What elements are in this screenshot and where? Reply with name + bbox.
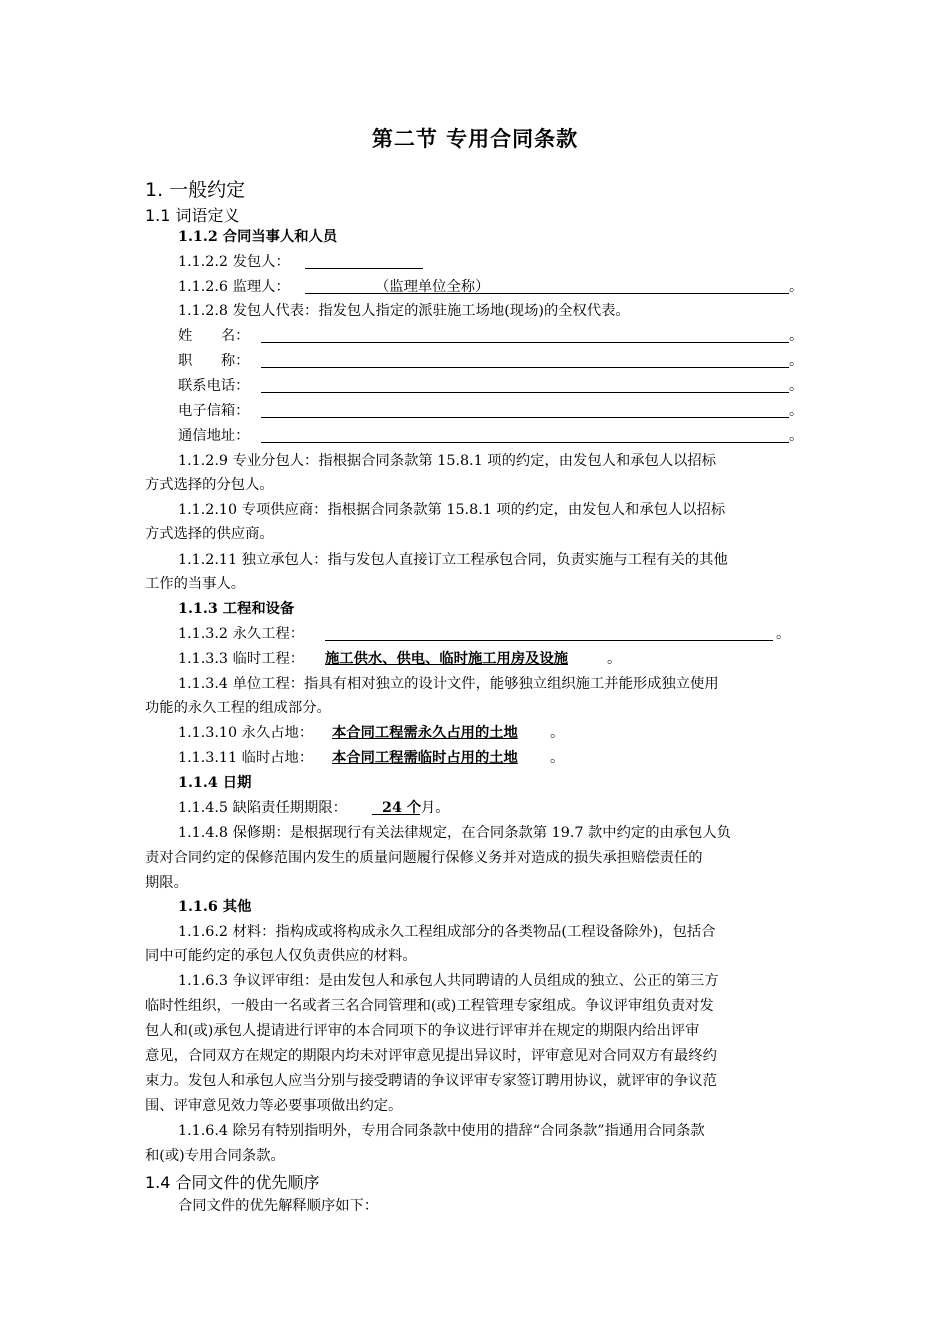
clause-1-1-3-10: 1.1.3.10 永久占地： [178, 725, 314, 741]
clause-1-1-3-11: 1.1.3.11 临时占地： [178, 750, 314, 766]
clause-1-1-2-8: 1.1.2.8 发包人代表：指发包人指定的派驻施工场地(现场)的全权代表。 [178, 303, 630, 319]
permanent-land-fill: 本合同工程需永久占用的土地 [332, 725, 518, 741]
clause-1-1-2-11-line2: 工作的当事人。 [145, 576, 246, 592]
subsection-1-1-3: 1.1.3 工程和设备 [178, 601, 295, 617]
clause-1-1-6-4-line1: 1.1.6.4 除另有特别指明外，专用合同条款中使用的措辞“合同条款”指通用合同条款 [178, 1123, 705, 1139]
field-label-address: 通信地址： [178, 428, 250, 444]
section-heading-1-4: 1.4 合同文件的优先顺序 [145, 1173, 320, 1192]
fill-blank-email [261, 417, 789, 418]
field-label-name: 姓 名： [178, 328, 250, 344]
clause-1-1-6-3-line3: 包人和(或)承包人提请进行评审的本合同项下的争议进行评审并在规定的期限内给出评审 [145, 1023, 700, 1039]
clause-1-1-6-4-line2: 和(或)专用合同条款。 [145, 1148, 285, 1164]
fill-blank-employer [305, 268, 423, 269]
subsection-1-1-4: 1.1.4 日期 [178, 775, 252, 791]
field-label-title: 职 称： [178, 353, 250, 369]
clause-1-1-6-3-line5: 束力。发包人和承包人应当分别与接受聘请的争议评审专家签订聘用协议，就评审的争议范 [145, 1073, 717, 1089]
clause-1-1-6-3-line6: 围、评审意见效力等必要事项做出约定。 [145, 1098, 403, 1114]
field-label-phone: 联系电话： [178, 378, 250, 394]
clause-1-1-4-8-line3: 期限。 [145, 875, 188, 891]
clause-1-1-2-9-line1: 1.1.2.9 专业分包人：指根据合同条款第 15.8.1 项的约定，由发包人和承包人以招标 [178, 453, 717, 469]
clause-1-1-3-4-line1: 1.1.3.4 单位工程：指具有相对独立的设计文件，能够独立组织施工并能形成独立使用 [178, 676, 719, 692]
supervisor-fill-text: （监理单位全称） [375, 279, 490, 295]
section-heading-1: 1. 一般约定 [145, 179, 246, 201]
fill-blank-title [261, 367, 789, 368]
fill-blank-phone [261, 392, 789, 393]
period-mark: 。 [550, 750, 565, 766]
clause-1-1-6-2-line1: 1.1.6.2 材料：指构成或将构成永久工程组成部分的各类物品(工程设备除外)，包括合 [178, 924, 716, 940]
clause-1-1-2-2: 1.1.2.2 发包人： [178, 254, 290, 270]
subsection-1-1-6: 1.1.6 其他 [178, 899, 252, 915]
defects-period-unit: 月。 [421, 800, 450, 816]
period-mark: 。 [789, 378, 804, 394]
period-mark: 。 [607, 651, 622, 667]
fill-blank-permanent-works [325, 640, 773, 641]
field-label-email: 电子信箱： [178, 403, 250, 419]
fill-blank-address [261, 442, 789, 443]
clause-1-1-2-9-line2: 方式选择的分包人。 [145, 477, 274, 493]
temporary-land-fill: 本合同工程需临时占用的土地 [332, 750, 518, 766]
clause-1-1-6-3-line1: 1.1.6.3 争议评审组：是由发包人和承包人共同聘请的人员组成的独立、公正的第三方 [178, 973, 719, 989]
clause-1-1-3-2: 1.1.3.2 永久工程： [178, 626, 305, 642]
clause-1-1-6-3-line4: 意见，合同双方在规定的期限内均未对评审意见提出异议时，评审意见对合同双方有最终约 [145, 1048, 717, 1064]
clause-1-1-6-2-line2: 同中可能约定的承包人仅负责供应的材料。 [145, 948, 417, 964]
fill-blank-name [261, 342, 789, 343]
clause-1-1-2-10-line1: 1.1.2.10 专项供应商：指根据合同条款第 15.8.1 项的约定，由发包人和承包人以招标 [178, 502, 726, 518]
period-mark: 。 [789, 353, 804, 369]
temporary-works-fill: 施工供水、供电、临时施工用房及设施 [325, 651, 569, 667]
clause-1-1-3-4-line2: 功能的永久工程的组成部分。 [145, 700, 331, 716]
clause-1-1-2-10-line2: 方式选择的供应商。 [145, 526, 274, 542]
period-mark: 。 [550, 725, 565, 741]
period-mark: 。 [789, 428, 804, 444]
section-heading-1-1: 1.1 词语定义 [145, 206, 240, 225]
period-mark: 。 [789, 403, 804, 419]
period-mark: 。 [789, 328, 804, 344]
clause-1-1-2-11-line1: 1.1.2.11 独立承包人：指与发包人直接订立工程承包合同，负责实施与工程有关的其他 [178, 552, 728, 568]
page-title: 第二节 专用合同条款 [371, 126, 579, 151]
period-mark: 。 [776, 626, 791, 642]
defects-period-fill: 24 个 [382, 800, 422, 816]
clause-1-1-4-8-line2: 责对合同约定的保修范围内发生的质量问题履行保修义务并对造成的损失承担赔偿责任的 [145, 850, 703, 866]
priority-order-intro: 合同文件的优先解释顺序如下： [178, 1198, 379, 1214]
clause-1-1-4-8-line1: 1.1.4.8 保修期：是根据现行有关法律规定，在合同条款第 19.7 款中约定的由承包人负 [178, 825, 731, 841]
period-mark: 。 [789, 279, 804, 295]
subsection-1-1-2: 1.1.2 合同当事人和人员 [178, 229, 338, 245]
clause-1-1-6-3-line2: 临时性组织，一般由一名或者三名合同管理和(或)工程管理专家组成。争议评审组负责对发 [145, 998, 714, 1014]
clause-1-1-4-5: 1.1.4.5 缺陷责任期期限： [178, 800, 347, 816]
clause-1-1-2-6: 1.1.2.6 监理人： [178, 279, 290, 295]
clause-1-1-3-3: 1.1.3.3 临时工程： [178, 651, 305, 667]
